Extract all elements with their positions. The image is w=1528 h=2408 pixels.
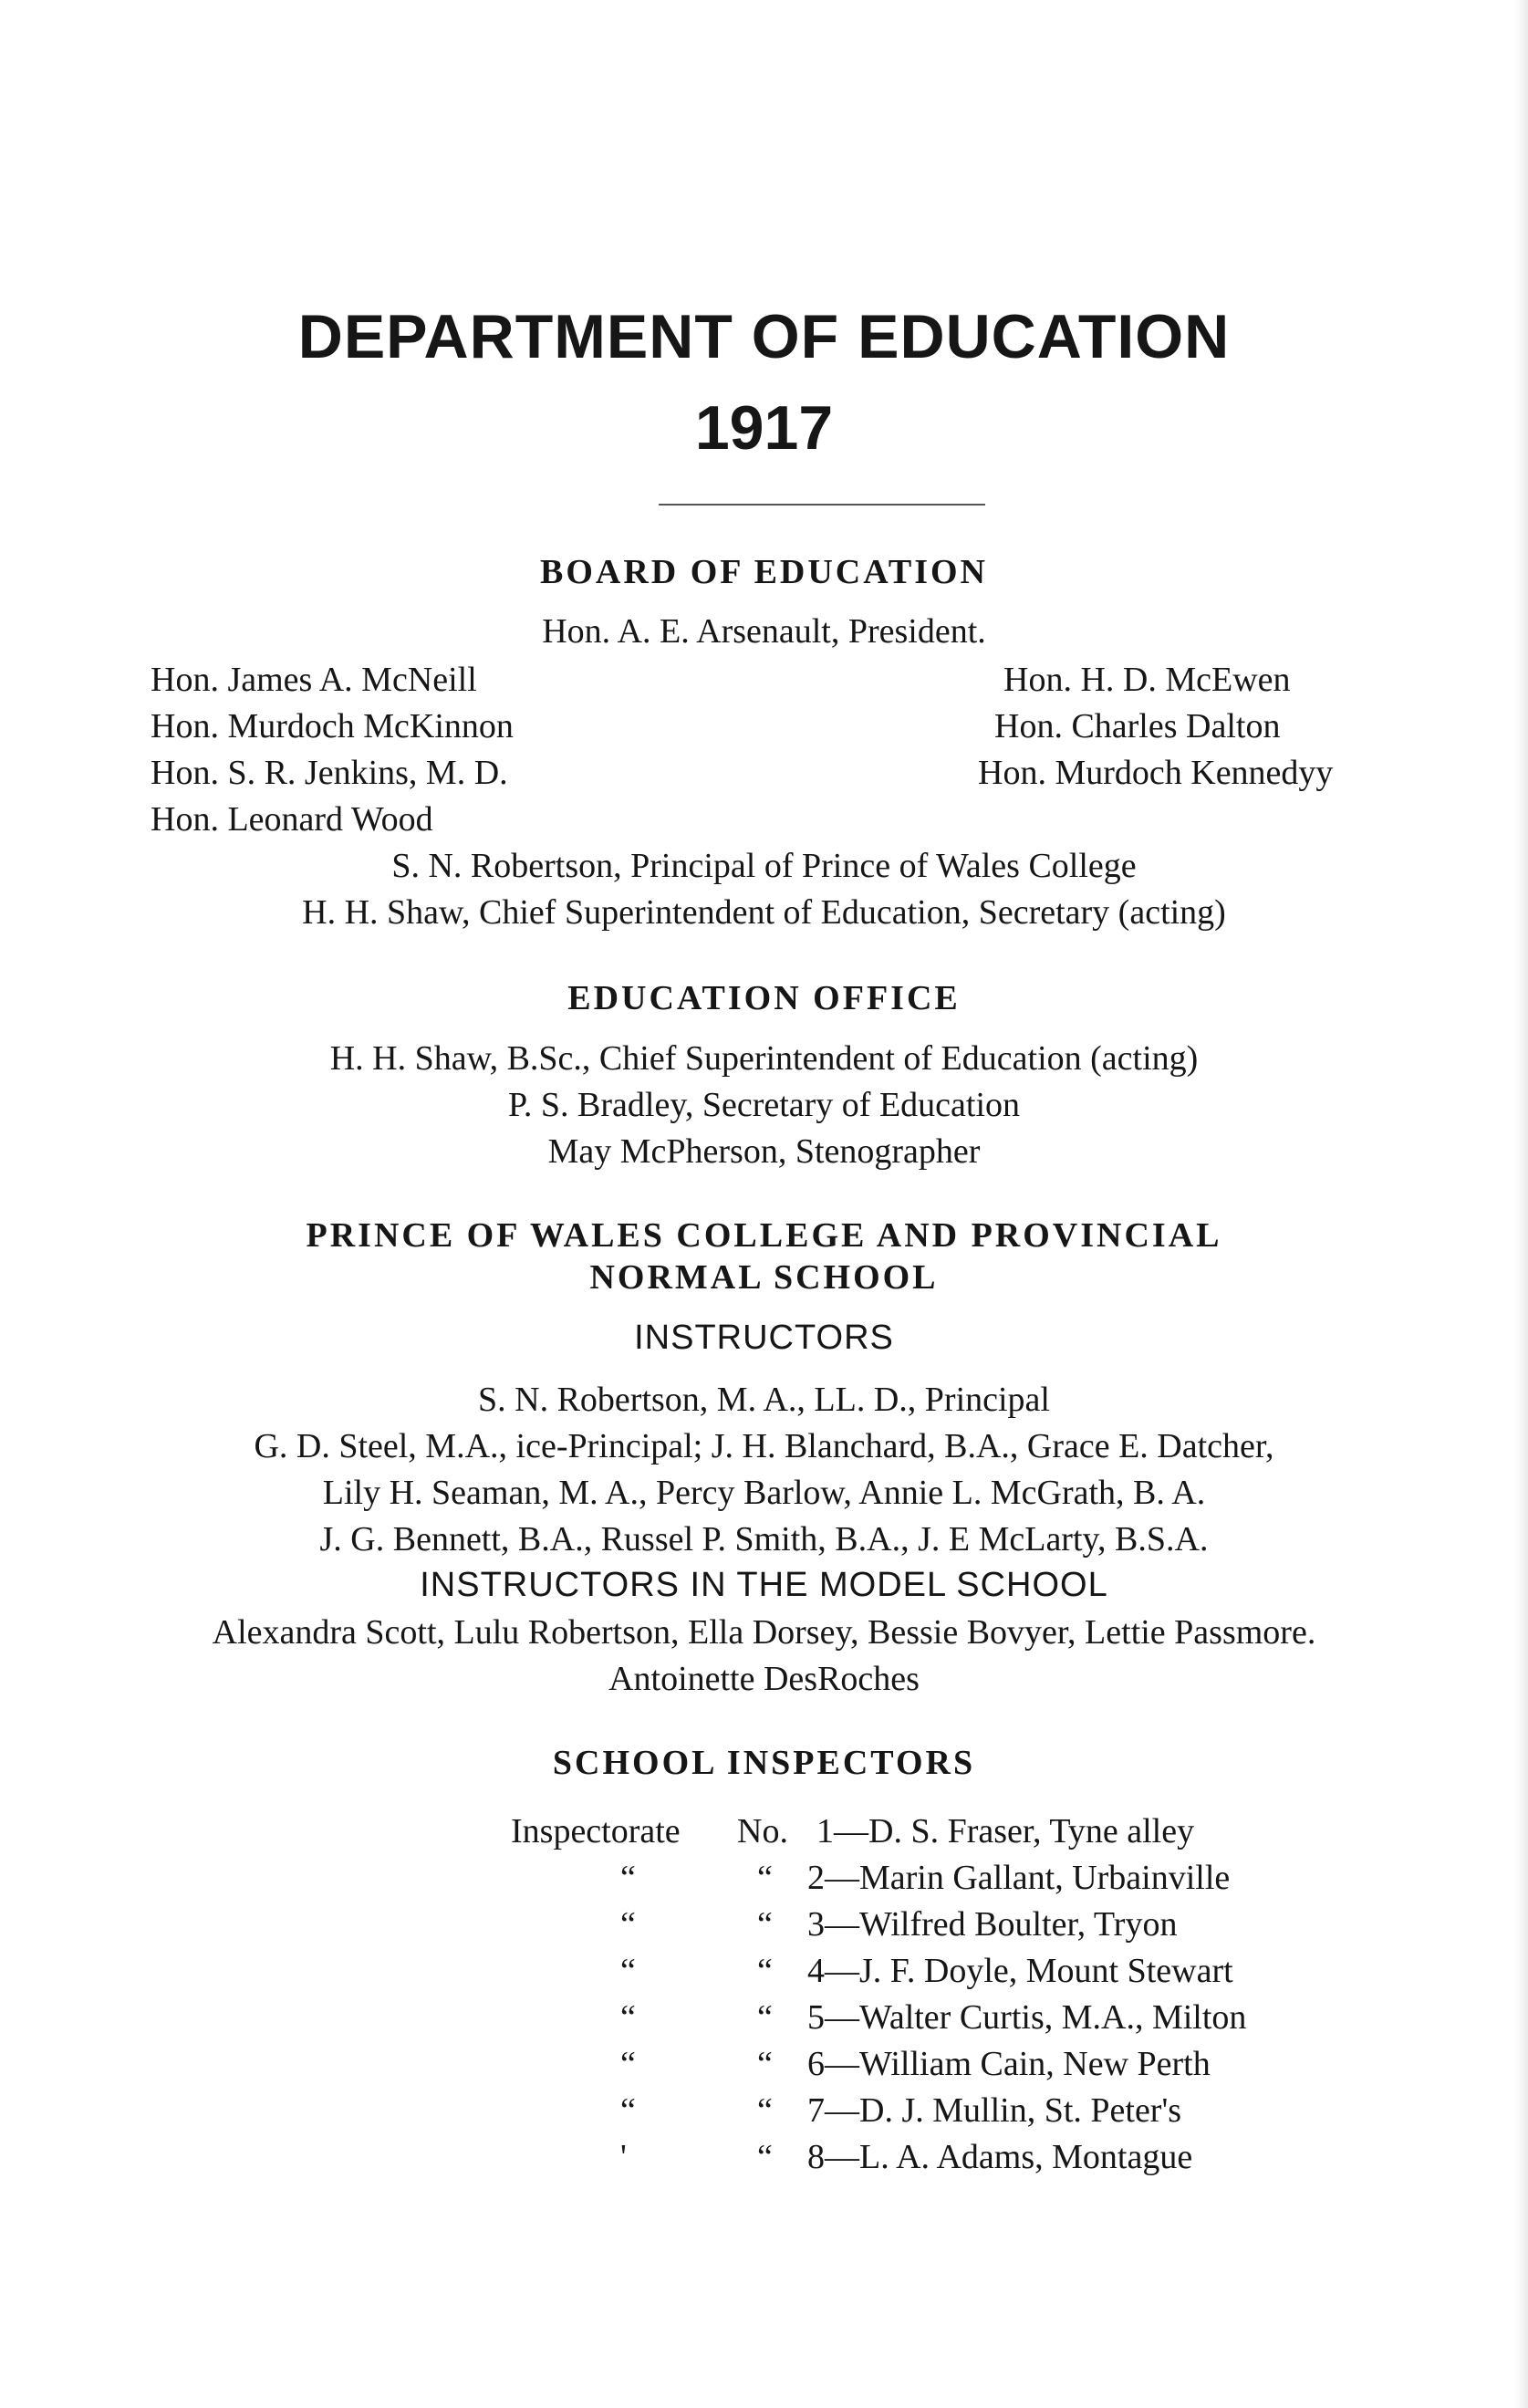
instructor-line: G. D. Steel, M.A., ice-Principal; J. H. Blanchard, B.A., Grace E. Datcher, <box>254 1427 1274 1465</box>
inspector-entry: 4—J. F. Doyle, Mount Stewart <box>807 1952 1233 1990</box>
instructor-line: S. N. Robertson, M. A., LL. D., Principal <box>478 1381 1050 1419</box>
board-member-right: Hon. Murdoch Kennedyy <box>978 754 1334 792</box>
office-line: P. S. Bradley, Secretary of Education <box>507 1086 1021 1124</box>
board-member-left: Hon. S. R. Jenkins, M. D. <box>151 754 508 792</box>
inspector-row <box>0 1904 1528 1950</box>
board-heading: BOARD OF EDUCATION <box>539 553 989 591</box>
inspectorate-label: Inspectorate <box>511 1812 681 1850</box>
ditto-mark: “ <box>757 1952 773 1990</box>
ditto-mark: “ <box>620 1952 636 1990</box>
instructor-line: J. G. Bennett, B.A., Russel P. Smith, B.A., J. E McLarty, B.S.A. <box>319 1520 1209 1558</box>
inspector-row <box>0 1951 1528 1996</box>
inspector-row <box>0 1811 1528 1857</box>
ditto-mark: ' <box>620 2138 627 2176</box>
ditto-mark: “ <box>620 1859 636 1897</box>
ditto-mark: “ <box>757 1859 773 1897</box>
instructors-label: INSTRUCTORS <box>634 1319 894 1357</box>
inspector-entry: 2—Marin Gallant, Urbainville <box>807 1859 1231 1897</box>
inspector-row <box>0 1858 1528 1903</box>
ditto-mark: “ <box>757 2091 773 2130</box>
inspector-entry: 7—D. J. Mullin, St. Peter's <box>807 2091 1182 2130</box>
office-heading: EDUCATION OFFICE <box>567 979 961 1017</box>
inspector-entry: 1—D. S. Fraser, Tyne alley <box>816 1812 1195 1850</box>
inspector-entry: 8—L. A. Adams, Montague <box>807 2138 1193 2176</box>
title-divider <box>659 504 985 506</box>
number-label: No. <box>737 1812 788 1850</box>
board-member-right: Hon. Charles Dalton <box>994 707 1281 745</box>
inspector-row <box>0 2137 1528 2183</box>
ditto-mark: “ <box>620 1905 636 1944</box>
ditto-mark: “ <box>757 1905 773 1944</box>
ditto-mark: “ <box>757 1998 773 2037</box>
inspector-row <box>0 2090 1528 2136</box>
inspector-row <box>0 2044 1528 2090</box>
inspector-row <box>0 1997 1528 2043</box>
board-member-left: Hon. Leonard Wood <box>151 800 433 839</box>
page-title: DEPARTMENT OF EDUCATION <box>297 302 1231 371</box>
board-president: Hon. A. E. Arsenault, President. <box>542 612 986 651</box>
model-school-label: INSTRUCTORS IN THE MODEL SCHOOL <box>420 1566 1108 1604</box>
page-year: 1917 <box>694 393 834 463</box>
board-principal-line: S. N. Robertson, Principal of Prince of Wales College <box>391 847 1137 885</box>
ditto-mark: “ <box>620 2091 636 2130</box>
inspector-entry: 5—Walter Curtis, M.A., Milton <box>807 1998 1247 2037</box>
ditto-mark: “ <box>757 2138 773 2176</box>
ditto-mark: “ <box>620 1998 636 2037</box>
ditto-mark: “ <box>620 2045 636 2083</box>
inspector-entry: 3—Wilfred Boulter, Tryon <box>807 1905 1178 1944</box>
model-school-line: Alexandra Scott, Lulu Robertson, Ella Dorsey, Bessie Bovyer, Lettie Passmore. <box>212 1613 1316 1652</box>
ditto-mark: “ <box>757 2045 773 2083</box>
model-school-line: Antoinette DesRoches <box>608 1660 920 1698</box>
board-secretary-line: H. H. Shaw, Chief Superintendent of Education, Secretary (acting) <box>302 893 1226 932</box>
board-member-left: Hon. James A. McNeill <box>151 661 477 699</box>
college-heading: PRINCE OF WALES COLLEGE AND PROVINCIAL <box>306 1216 1222 1255</box>
inspectors-heading: SCHOOL INSPECTORS <box>552 1744 976 1782</box>
instructor-line: Lily H. Seaman, M. A., Percy Barlow, Annie L. McGrath, B. A. <box>322 1474 1206 1512</box>
board-member-left: Hon. Murdoch McKinnon <box>151 707 514 745</box>
office-line: May McPherson, Stenographer <box>547 1132 981 1171</box>
office-line: H. H. Shaw, B.Sc., Chief Superintendent of Education (acting) <box>329 1039 1199 1078</box>
board-member-right: Hon. H. D. McEwen <box>1003 661 1291 699</box>
college-heading-2: NORMAL SCHOOL <box>589 1258 939 1297</box>
inspector-entry: 6—William Cain, New Perth <box>807 2045 1211 2083</box>
